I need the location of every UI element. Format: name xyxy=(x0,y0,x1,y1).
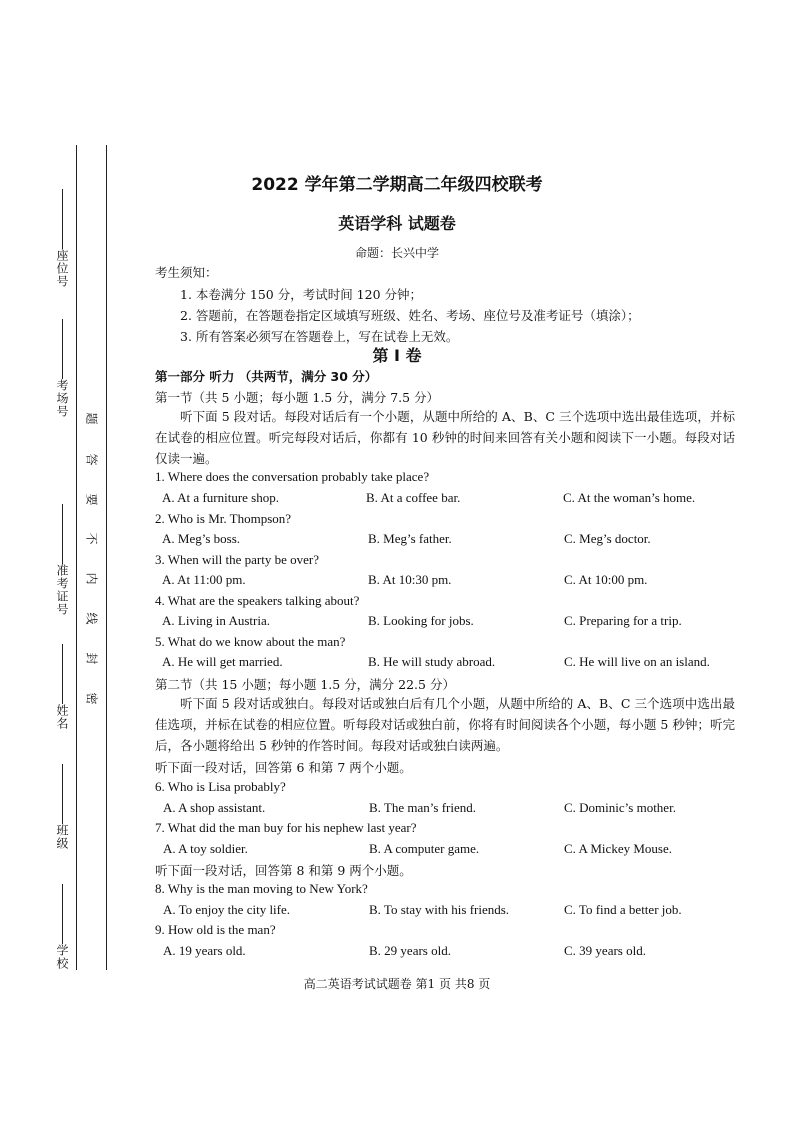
option-b: B. At 10:30 pm. xyxy=(368,572,452,587)
option-b: B. Looking for jobs. xyxy=(368,613,474,628)
class-label: 班级 xyxy=(55,824,69,850)
name-label: 姓名 xyxy=(55,704,69,730)
option-c: C. To find a better job. xyxy=(564,902,682,917)
option-a: A. He will get married. xyxy=(162,654,283,669)
question-stem: 4. What are the speakers talking about? xyxy=(155,593,360,608)
seal-char: 内 xyxy=(84,572,99,585)
option-a: A. At 11:00 pm. xyxy=(162,572,246,587)
exam-room-field xyxy=(54,315,71,418)
question-stem: 6. Who is Lisa probably? xyxy=(155,779,286,794)
notice-heading: 考生须知： xyxy=(155,265,218,280)
seal-char: 题 xyxy=(84,412,99,425)
option-c: C. Dominic’s mother. xyxy=(564,800,676,815)
option-b: B. The man’s friend. xyxy=(369,800,476,815)
seal-char: 封 xyxy=(84,652,99,665)
option-a: A. Meg’s boss. xyxy=(162,531,241,546)
binding-line-inner xyxy=(106,145,107,970)
page-footer: 高二英语考试试题卷 第1 页 共8 页 xyxy=(303,977,491,991)
dialog-instruction: 听下面一段对话，回答第 8 和第 9 两个小题。 xyxy=(155,863,412,878)
option-a: A. A toy soldier. xyxy=(163,841,248,856)
school-field xyxy=(54,880,71,970)
seat-number-label: 座位号 xyxy=(55,249,69,288)
seal-char: 不 xyxy=(84,532,99,545)
section2-title: 第二节（共 15 小题；每小题 1.5 分，满分 22.5 分） xyxy=(155,677,455,692)
name-field xyxy=(54,640,71,730)
exam-author: 命题：长兴中学 xyxy=(354,246,439,260)
seat-number-field xyxy=(54,185,71,288)
option-a: A. 19 years old. xyxy=(163,943,246,958)
seal-char: 密 xyxy=(84,692,99,705)
question-stem: 7. What did the man buy for his nephew last year? xyxy=(155,820,417,835)
part1-title: 第一部分 听力 （共两节，满分 30 分） xyxy=(155,369,378,384)
option-c: C. Meg’s doctor. xyxy=(564,531,651,546)
binding-line-outer xyxy=(76,145,77,970)
class-field xyxy=(54,760,71,850)
notice-item: 3. 所有答案必须写在答题卷上，写在试卷上无效。 xyxy=(180,329,459,344)
volume-title: 第 I 卷 xyxy=(372,346,422,365)
option-c: C. 39 years old. xyxy=(564,943,646,958)
option-c: C. At 10:00 pm. xyxy=(564,572,648,587)
section1-title: 第一节（共 5 小题；每小题 1.5 分，满分 7.5 分） xyxy=(155,390,440,405)
option-b: B. To stay with his friends. xyxy=(369,902,510,917)
seal-char: 答 xyxy=(84,453,99,466)
question-stem: 9. How old is the man? xyxy=(155,922,276,937)
exam-subtitle: 英语学科 试题卷 xyxy=(338,214,456,233)
option-b: B. He will study abroad. xyxy=(368,654,496,669)
section2-instructions: 听下面 5 段对话或独白。每段对话或独白后有几个小题，从题中所给的 A、B、C 三个选项中选出最佳选项，并标在试卷的相应位置。听每段对话或独白前，你将有时间阅读各个小题，每小题 5 秒钟；听完后，各小题将给出 5 秒钟的作答时间。每段对话或独白读两遍。 xyxy=(155,696,735,753)
option-c: C. He will live on an island. xyxy=(564,654,710,669)
option-a: A. Living in Austria. xyxy=(162,613,270,628)
seal-char: 要 xyxy=(84,493,99,506)
section1-instructions: 听下面 5 段对话。每段对话后有一个小题，从题中所给的 A、B、C 三个选项中选出最佳选项，并标在试卷的相应位置。听完每段对话后，你都有 10 秒钟的时间来回答有关小题和阅读下一小题。每段对话仅读一遍。 xyxy=(155,409,735,466)
option-c: C. A Mickey Mouse. xyxy=(564,841,672,856)
exam-room-label: 考场号 xyxy=(55,379,69,418)
ticket-number-field xyxy=(54,500,71,616)
question-stem: 2. Who is Mr. Thompson? xyxy=(155,511,292,526)
option-b: B. Meg’s father. xyxy=(368,531,452,546)
notice-item: 2. 答题前，在答题卷指定区域填写班级、姓名、考场、座位号及准考证号（填涂）； xyxy=(180,308,640,323)
ticket-number-label: 准考证号 xyxy=(55,564,69,616)
question-stem: 8. Why is the man moving to New York? xyxy=(155,881,368,896)
option-b: B. 29 years old. xyxy=(369,943,451,958)
question-stem: 3. When will the party be over? xyxy=(155,552,320,567)
option-a: A. To enjoy the city life. xyxy=(163,902,291,917)
school-label: 学校 xyxy=(55,944,69,970)
exam-title: 2022 学年第二学期高二年级四校联考 xyxy=(251,175,543,195)
option-b: B. At a coffee bar. xyxy=(366,490,461,505)
option-c: C. Preparing for a trip. xyxy=(564,613,682,628)
option-a: A. A shop assistant. xyxy=(163,800,266,815)
option-b: B. A computer game. xyxy=(369,841,480,856)
dialog-instruction: 听下面一段对话，回答第 6 和第 7 两个小题。 xyxy=(155,760,412,775)
question-stem: 1. Where does the conversation probably take place? xyxy=(155,469,430,484)
seal-char: 线 xyxy=(84,612,99,625)
option-c: C. At the woman’s home. xyxy=(563,490,696,505)
notice-item: 1. 本卷满分 150 分，考试时间 120 分钟； xyxy=(180,287,423,302)
question-stem: 5. What do we know about the man? xyxy=(155,634,346,649)
option-a: A. At a furniture shop. xyxy=(162,490,279,505)
